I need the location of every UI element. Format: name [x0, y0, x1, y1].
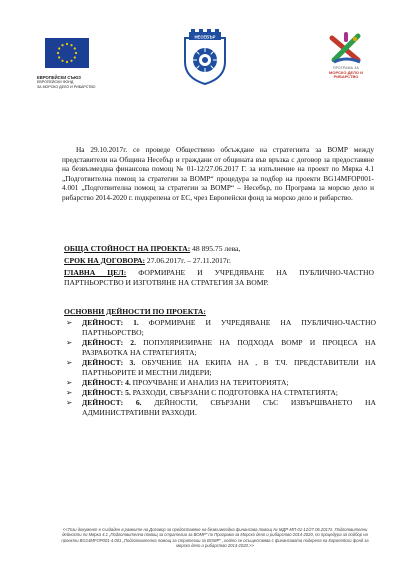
- arrow-bullet-icon: ➢: [66, 318, 73, 327]
- eu-caption: ЕВРОПЕЙСКИ СЪЮЗ ЕВРОПЕЙСКИ ФОНД ЗА МОРСКО ДЕЛО И РИБАРСТВО: [37, 75, 96, 89]
- fisheries-caption: ПРОГРАМА ЗА МОРСКО ДЕЛО И РИБАРСТВО: [329, 66, 363, 80]
- eu-star-icon: [66, 61, 68, 63]
- eu-star-icon: [58, 47, 60, 49]
- list-item: ➢ ДЕЙНОСТ: 5. РАЗХОДИ, СВЪРЗАНИ С ПОДГОТОВКА НА СТРАТЕГИЯТА;: [66, 388, 338, 397]
- arrow-bullet-icon: ➢: [66, 388, 73, 397]
- list-item: ➢ ДЕЙНОСТ: 1. ФОРМИРАНЕ И УЧРЕДЯВАНЕ НА ПУБЛИЧНО-ЧАСТНО ПАРТНЬОРСТВО;: [66, 318, 377, 337]
- eu-star-icon: [74, 56, 76, 58]
- eu-star-icon: [61, 60, 63, 62]
- activities-list: [64, 318, 376, 418]
- footer-disclaimer: <<Този документ е създаден в рамките на Договор за предоставяне на безвъзмездна финансова помощ № МДР-МП-01-12/27.06.2017г. Подготвителни дейности по Мярка 4.1 „Подготвителна помощ за стратегии за ВОМР“ по Програма за Морско дело и рибарство 2014-2020, по процедура за подбор на проекти BG14MFOP001-4.001 „Подготвителна помощ за стратегии за ВОМР“ , който се осъществява с финансовата подкрепа на Европейски фонд за морско дело и рибарство 2014-2020.>>: [61, 527, 369, 549]
- eu-star-icon: [66, 43, 68, 45]
- main-goal-text: ФОРМИРАНЕ И УЧРЕДЯВАНЕ НА ПУБЛИЧНО-ЧАСТНО ПАРТНЬОРСТВО И ИЗГОТВЯНЕ НА СТРАТЕГИЯ ЗА ВОМР.: [64, 268, 374, 287]
- list-item: ➢ ДЕЙНОСТ: 3. ОБУЧЕНИЕ НА ЕКИПА НА , В Т.Ч. ПРЕДСТАВИТЕЛИ НА ПАРТНЬОРИТЕ И МЕСТНИ ЛИДЕРИ;: [66, 358, 376, 377]
- total-value-line: [64, 244, 240, 254]
- list-item: ➢ ДЕЙНОСТ: 2. ПОПУЛЯРИЗИРАНЕ НА ПОДХОДА ВОМР И ПРОЦЕСА НА РАЗРАБОТКА НА СТРАТЕГИЯТА;: [66, 338, 376, 357]
- total-value-label: ОБЩА СТОЙНОСТ НА ПРОЕКТА:: [64, 244, 191, 253]
- eu-star-icon: [70, 44, 72, 46]
- list-item: ➢ ДЕЙНОСТ: 6. ДЕЙНОСТИ, СВЪРЗАНИ СЪС ИЗВЪРШВАНЕТО НА АДМИНИСТРАТИВНИ РАЗХОДИ.: [66, 398, 376, 417]
- main-goal: [64, 268, 374, 288]
- arrow-bullet-icon: ➢: [66, 398, 73, 407]
- nessebar-crest-icon: [179, 28, 231, 86]
- eu-star-icon: [70, 60, 72, 62]
- arrow-bullet-icon: ➢: [66, 378, 73, 387]
- arrow-bullet-icon: ➢: [66, 338, 73, 347]
- intro-paragraph: На 29.10.2017г. се проведе Обществено обсъждане на стратегията за ВОМР между представители на Община Несебър и граждани от общината във връзка с договор за предоставяне на безвъзмездна финансова помощ № 01-12/27.06.2017 Г. за изпълнение на проект по Мярка 4.1 „Подготвителна помощ за стратегии за ВОМР“ процедура за подбор на проекти BG14MFOP001-4.001 „Подготвителна помощ за стратегии за ВОМР“ – Несебър, по Програма за морско дело и рибарство 2014-2020 г. подкрепена от ЕС, чрез Европейски фонд за морско дело и рибарство.: [62, 145, 374, 202]
- contract-term-label: СРОК НА ДОГОВОРА:: [64, 256, 146, 265]
- activities-heading: ОСНОВНИ ДЕЙНОСТИ ПО ПРОЕКТА:: [64, 307, 206, 316]
- eu-star-icon: [75, 52, 77, 54]
- main-goal-label: ГЛАВНА ЦЕЛ:: [64, 268, 127, 277]
- svg-text:НЕСЕБЪР: НЕСЕБЪР: [194, 34, 216, 40]
- eu-star-icon: [74, 47, 76, 49]
- arrow-bullet-icon: ➢: [66, 358, 73, 367]
- fisheries-emblem-icon: [328, 32, 364, 66]
- contract-term-line: [64, 256, 231, 266]
- list-item: ➢ ДЕЙНОСТ: 4. ПРОУЧВАНЕ И АНАЛИЗ НА ТЕРИТОРИЯТА;: [66, 378, 289, 387]
- eu-star-icon: [58, 56, 60, 58]
- eu-logo: [37, 38, 97, 89]
- fisheries-programme-logo: [318, 32, 374, 80]
- eu-flag-icon: [45, 38, 89, 68]
- total-value: 48 895.75 лева,: [190, 244, 241, 253]
- eu-star-icon: [57, 52, 59, 54]
- contract-term-value: 27.06.2017г. – 27.11.2017г.: [145, 256, 231, 265]
- eu-star-icon: [61, 44, 63, 46]
